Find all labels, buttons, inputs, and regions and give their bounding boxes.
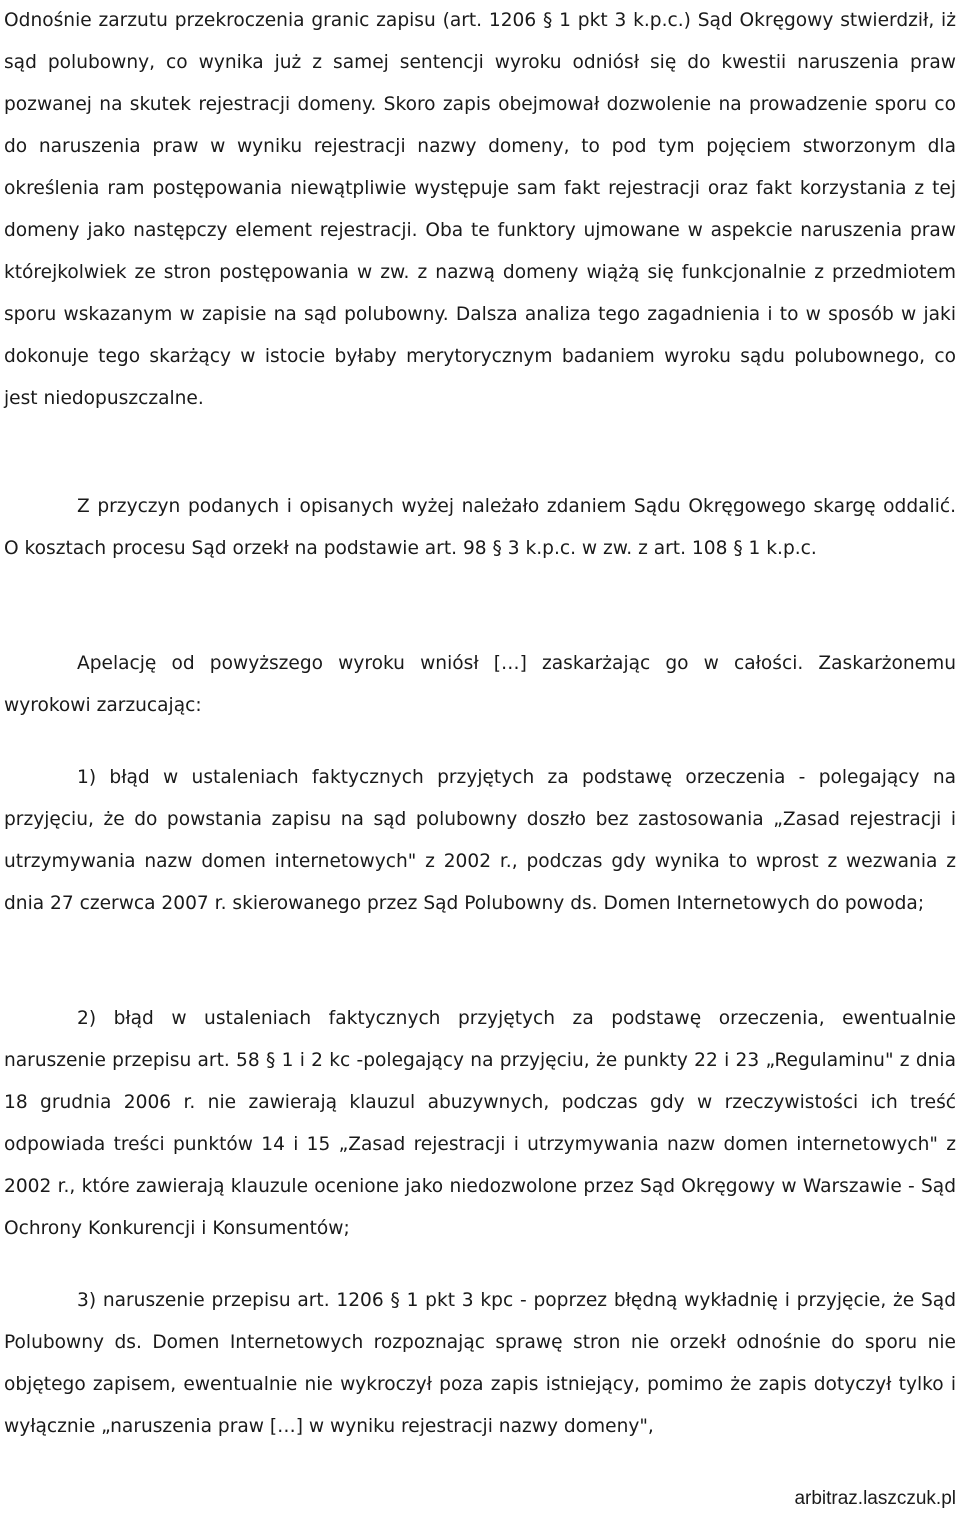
paragraph-appeal-intro: Apelację od powyższego wyroku wniósł […] zaskarżając go w całości. Zaskarżonemu wyrokowi zarzucając: [4, 653, 956, 716]
paragraph-charge-2: 2) błąd w ustaleniach faktycznych przyjętych za podstawę orzeczenia, ewentualnie naruszenie przepisu art. 58 § 1 i 2 kc -polegający na przyjęciu, że punkty 22 i 23 „Regulaminu" z dnia 18 grudnia 2006 r. nie zawierają klauzul abuzywnych, podczas gdy w rzeczywistości ich treść odpowiada treści punktów 14 i 15 „Zasad rejestracji i utrzymywania nazw domen internetowych" z 2002 r., które zawierają klauzule ocenione jako niedozwolone przez Sąd Okręgowy w Warszawie - Sąd Ochrony Konkurencji i Konsumentów; [4, 1008, 956, 1239]
footer-source: arbitraz.laszczuk.pl [794, 1488, 956, 1509]
paragraph-dismissal-costs: Z przyczyn podanych i opisanych wyżej należało zdaniem Sądu Okręgowego skargę oddalić. O kosztach procesu Sąd orzekł na podstawie art. 98 § 3 k.p.c. w zw. z art. 108 § 1 k.p.c. [4, 496, 956, 559]
paragraph-charge-3: 3) naruszenie przepisu art. 1206 § 1 pkt 3 kpc - poprzez błędną wykładnię i przyjęcie, że Sąd Polubowny ds. Domen Internetowych rozpoznając sprawę stron nie orzekł odnośnie do sporu nie objętego zapisem, ewentualnie nie wykroczył poza zapis istniejący, pomimo że zapis dotyczył tylko i wyłącznie „naruszenia praw […] w wyniku rejestracji nazwy domeny", [4, 1290, 956, 1437]
paragraph-arbitration-scope: Odnośnie zarzutu przekroczenia granic zapisu (art. 1206 § 1 pkt 3 k.p.c.) Sąd Okręgowy stwierdził, iż sąd polubowny, co wynika już z samej sentencji wyroku odniósł się do kwestii naruszenia praw pozwanej na skutek rejestracji domeny. Skoro zapis obejmował dozwolenie na prowadzenie sporu co do naruszenia praw w wyniku rejestracji nazwy domeny, to pod tym pojęciem stworzonym dla określenia ram postępowania niewątpliwie występuje sam fakt rejestracji oraz fakt korzystania z tej domeny jako następczy element rejestracji. Oba te funktory ujmowane w aspekcie naruszenia praw którejkolwiek ze stron postępowania w zw. z nazwą domeny wiążą się funkcjonalnie z przedmiotem sporu wskazanym w zapisie na sąd polubowny. Dalsza analiza tego zagadnienia i to w sposób w jaki dokonuje tego skarżący w istocie byłaby merytorycznym badaniem wyroku sądu polubownego, co jest niedopuszczalne. [4, 10, 956, 409]
paragraph-charge-1: 1) błąd w ustaleniach faktycznych przyjętych za podstawę orzeczenia - polegający na przyjęciu, że do powstania zapisu na sąd polubowny doszło bez zastosowania „Zasad rejestracji i utrzymywania nazw domen internetowych" z 2002 r., podczas gdy wynika to wprost z wezwania z dnia 27 czerwca 2007 r. skierowanego przez Sąd Polubowny ds. Domen Internetowych do powoda; [4, 767, 956, 914]
